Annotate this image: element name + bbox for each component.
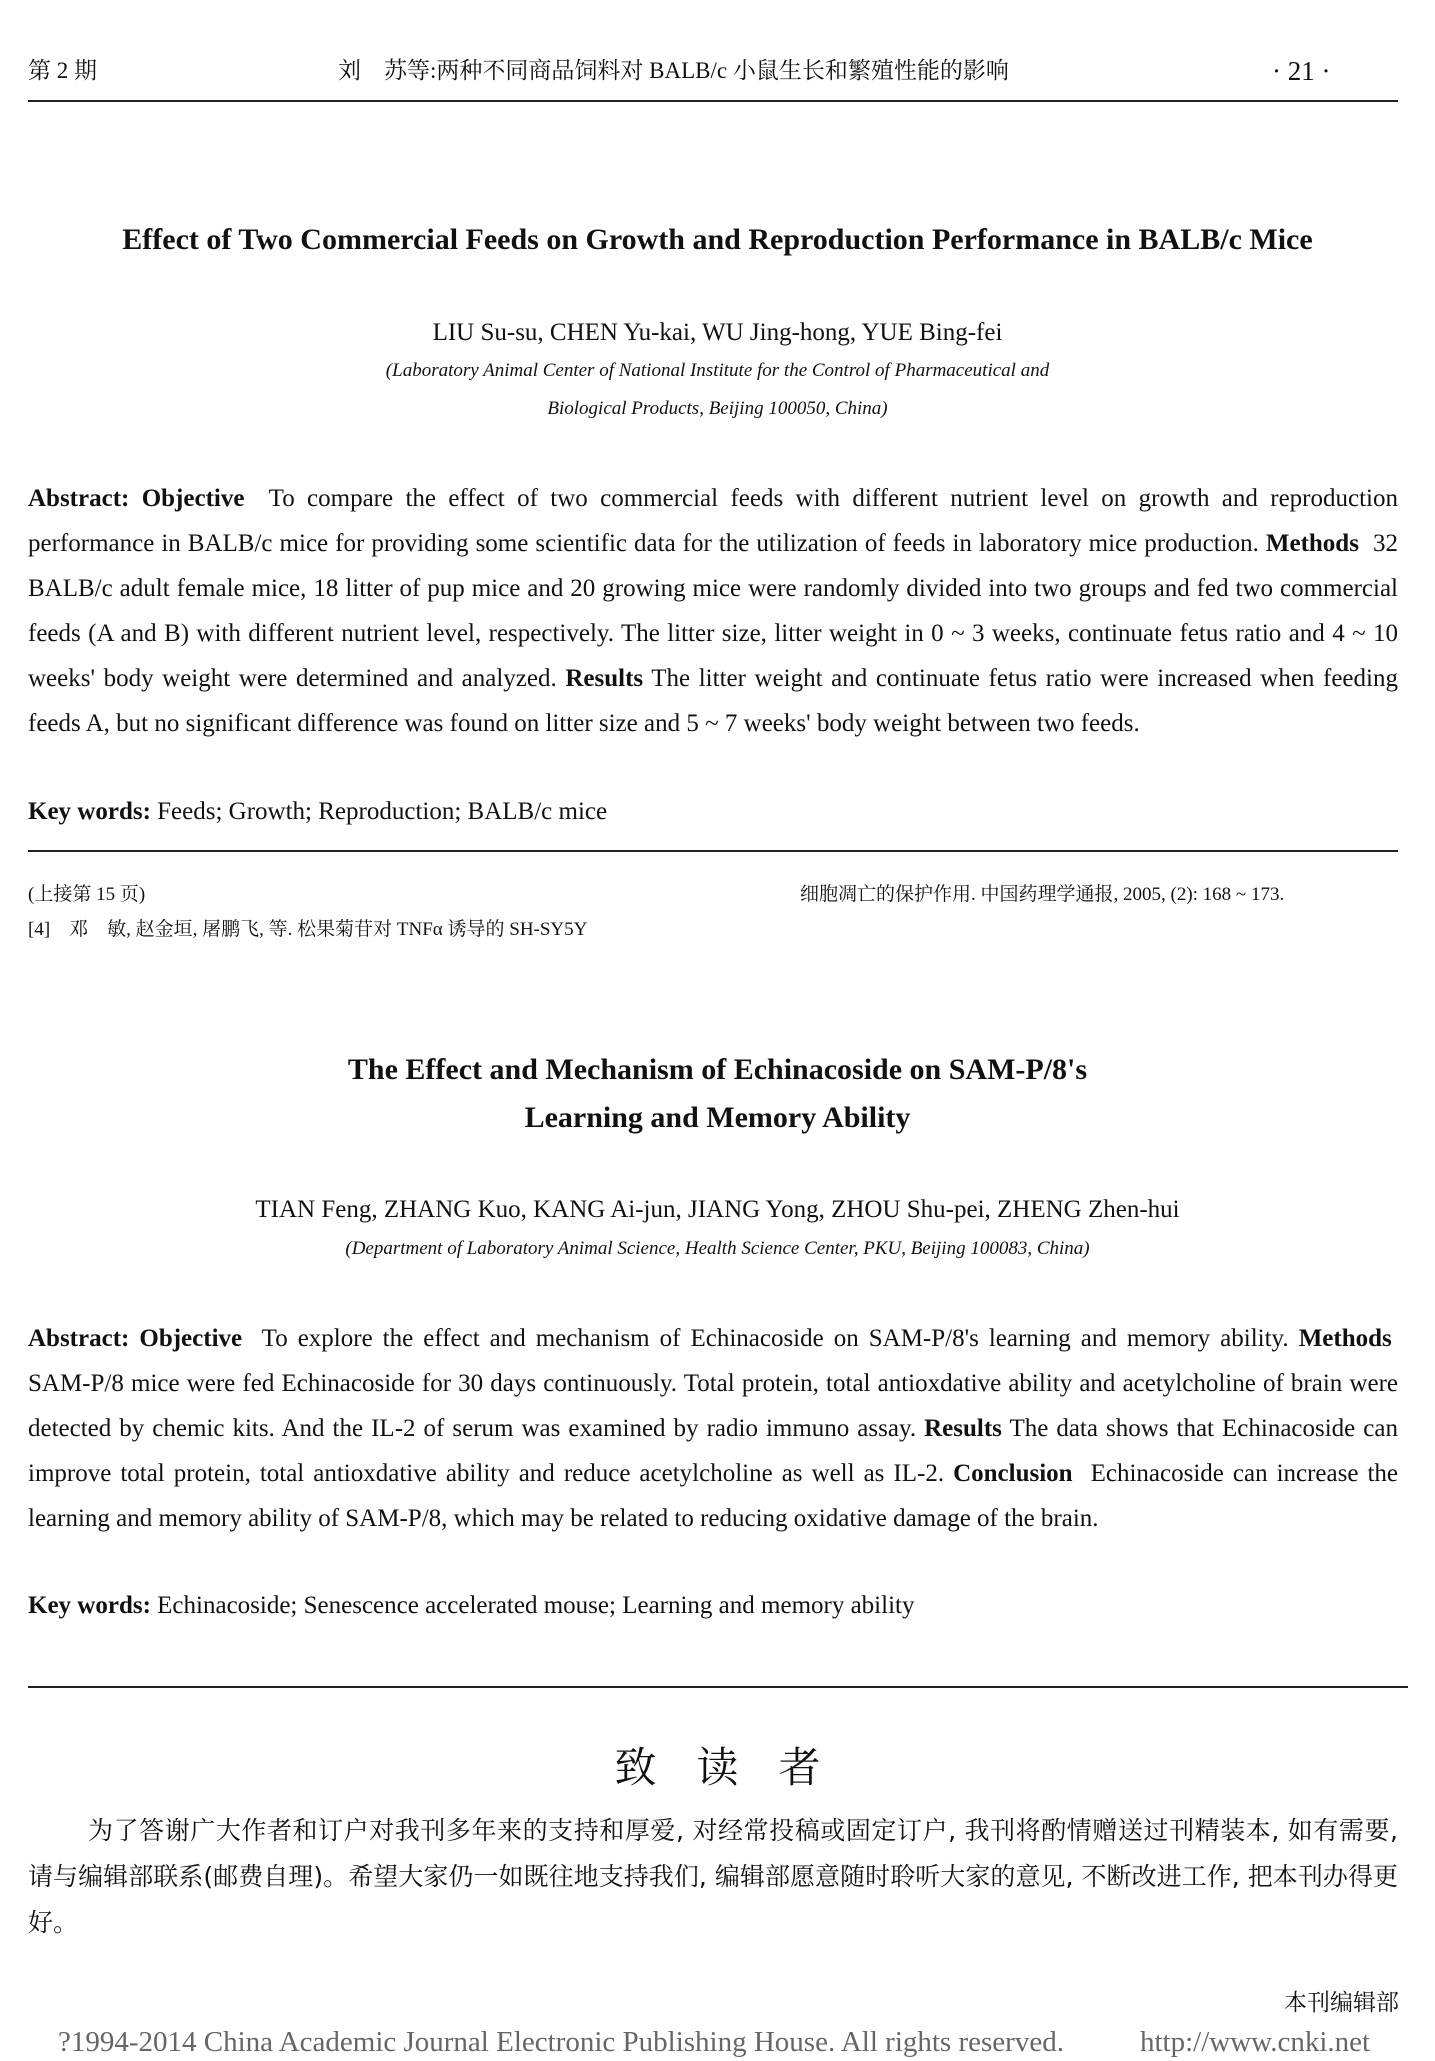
- article2-affiliation: (Department of Laboratory Animal Science, Health Science Center, PKU, Beijing 100083, China): [345, 1238, 1090, 1259]
- article1-affiliation-line2: Biological Products, Beijing 100050, China): [547, 398, 888, 419]
- methods-label: Methods: [1298, 1325, 1392, 1352]
- objective-label: Objective: [139, 1325, 243, 1352]
- section-rule: [28, 850, 1398, 852]
- article2-keywords: [28, 1586, 1398, 1626]
- header-rule: [28, 100, 1398, 102]
- article1-title: Effect of Two Commercial Feeds on Growth and Reproduction Performance in BALB/c Mice: [122, 223, 1313, 256]
- methods-text: SAM-P/8 mice were fed Echinacoside for 30 days continuously. Total protein, total antioxdative ability and acetylcholine of brain were detected by chemic kits. And the IL-2 of serum was examined by radio immuno assay.: [28, 1370, 1398, 1442]
- article2-abstract: [28, 1316, 1398, 1541]
- results-label: Results: [565, 665, 644, 692]
- running-title: 刘 苏等:两种不同商品饲料对 BALB/c 小鼠生长和繁殖性能的影响: [338, 58, 1009, 83]
- issue-label: 第 2 期: [28, 58, 97, 83]
- results-text: The data shows that Echinacoside can improve total protein, total antioxdative ability and reduce acetylcholine as well as IL-2.: [28, 1415, 1398, 1487]
- keywords-label: Key words:: [28, 1592, 151, 1619]
- results-label: Results: [924, 1415, 1002, 1442]
- article1-affiliation-line1: (Laboratory Animal Center of National Institute for the Control of Pharmaceutical and: [385, 360, 1050, 381]
- keywords-text: Feeds; Growth; Reproduction; BALB/c mice: [157, 798, 608, 825]
- article1-abstract: [28, 476, 1398, 746]
- reference-right: 细胞凋亡的保护作用. 中国药理学通报, 2005, (2): 168 ~ 173.: [800, 884, 1285, 905]
- results-text: The litter weight and continuate fetus ratio were increased when feeding feeds A, but no significant difference was found on litter size and 5 ~ 7 weeks' body weight between two feeds.: [28, 665, 1398, 737]
- article2-authors: TIAN Feng, ZHANG Kuo, KANG Ai-jun, JIANG Yong, ZHOU Shu-pei, ZHENG Zhen-hui: [255, 1196, 1180, 1223]
- methods-label: Methods: [1265, 530, 1359, 557]
- keywords-text: Echinacoside; Senescence accelerated mouse; Learning and memory ability: [157, 1592, 915, 1619]
- article1-keywords: [28, 792, 1398, 832]
- abstract-label: Abstract:: [28, 485, 130, 512]
- article2-title-line1: The Effect and Mechanism of Echinacoside on SAM-P/8's: [347, 1053, 1088, 1086]
- article1-authors: LIU Su-su, CHEN Yu-kai, WU Jing-hong, YUE Bing-fei: [432, 319, 1003, 346]
- reference-left: [4] 邓 敏, 赵金垣, 屠鹏飞, 等. 松果菊苷对 TNFα 诱导的 SH-SY5Y: [28, 919, 588, 940]
- notice-title: 致读者: [614, 1743, 861, 1792]
- objective-label: Objective: [141, 485, 245, 512]
- notice-body: 为了答谢广大作者和订户对我刊多年来的支持和厚爱, 对经常投稿或固定订户, 我刊将酌情赠送过刊精装本, 如有需要, 请与编辑部联系(邮费自理)。希望大家仍一如既往地支持我们, 编辑部愿意随时聆听大家的意见, 不断改进工作, 把本刊办得更好。: [28, 1816, 1398, 1937]
- abstract-label: Abstract:: [28, 1325, 130, 1352]
- conclusion-text: Echinacoside can increase the learning and memory ability of SAM-P/8, which may be related to reducing oxidative damage of the brain.: [28, 1460, 1398, 1532]
- keywords-label: Key words:: [28, 798, 151, 825]
- conclusion-label: Conclusion: [953, 1460, 1073, 1487]
- notice-signature: 本刊编辑部: [1284, 1990, 1399, 2016]
- methods-text: 32 BALB/c adult female mice, 18 litter of pup mice and 20 growing mice were randomly divided into two groups and fed two commercial feeds (A and B) with different nutrient level, respectively. The litter size, litter weight in 0 ~ 3 weeks, continuate fetus ratio and 4 ~ 10 weeks' body weight were determined and analyzed.: [28, 530, 1399, 692]
- objective-text: To compare the effect of two commercial feeds with different nutrient level on growth and reproduction performance in BALB/c mice for providing some scientific data for the utilization of feeds in laboratory mice production.: [28, 485, 1398, 557]
- page-number: · 21 ·: [1272, 56, 1331, 86]
- footer-url: http://www.cnki.net: [1140, 2026, 1371, 2058]
- copyright-footer: ?1994-2014 China Academic Journal Electronic Publishing House. All rights reserved.: [58, 2026, 1064, 2058]
- article2-title-line2: Learning and Memory Ability: [524, 1101, 911, 1134]
- continuation-note: (上接第 15 页): [28, 884, 146, 905]
- objective-text: To explore the effect and mechanism of Echinacoside on SAM-P/8's learning and memory ability.: [261, 1325, 1289, 1352]
- section-rule: [28, 1686, 1408, 1688]
